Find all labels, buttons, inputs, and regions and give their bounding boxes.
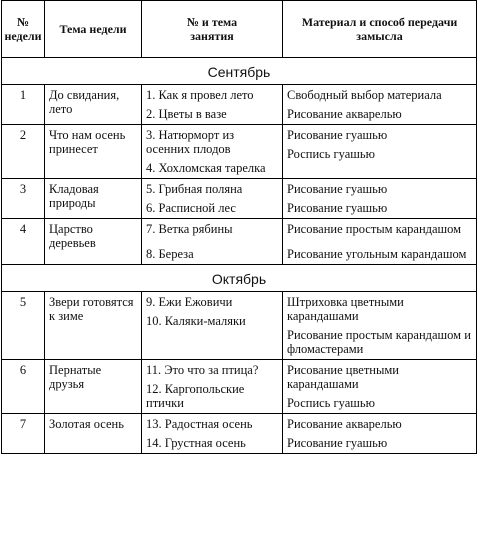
materials-cell	[283, 219, 477, 265]
week-theme: Звери готовятся к зиме	[45, 292, 142, 360]
lesson-item: 10. Каляки-маляки	[146, 314, 246, 328]
week-theme: Что нам осень принесет	[45, 125, 142, 179]
header-week-theme: Тема недели	[45, 1, 142, 58]
week-row	[2, 219, 477, 265]
month-row	[2, 58, 477, 85]
materials-cell	[283, 414, 477, 454]
week-theme: До свидания, лето	[45, 85, 142, 125]
lessons-cell	[142, 360, 283, 414]
material-item: Роспись гуашью	[287, 147, 375, 161]
material-item: Рисование гуашью	[287, 182, 388, 196]
header-lesson: № и тема занятия	[142, 1, 283, 58]
material-item: Рисование простым карандашом	[287, 222, 462, 236]
materials-cell	[283, 360, 477, 414]
week-number: 1	[2, 85, 45, 125]
week-number: 4	[2, 219, 45, 265]
material-item: Рисование гуашью	[287, 201, 388, 215]
material-item: Рисование цветными карандашами	[287, 363, 399, 391]
week-number: 6	[2, 360, 45, 414]
header-material: Материал и способ передачи замысла	[283, 1, 477, 58]
week-number: 3	[2, 179, 45, 219]
lesson-item: 12. Каргопольские птички	[146, 382, 245, 410]
materials-cell	[283, 292, 477, 360]
lesson-item: 4. Хохломская тарелка	[146, 161, 266, 175]
week-row	[2, 292, 477, 360]
materials-cell	[283, 179, 477, 219]
week-row	[2, 414, 477, 454]
week-theme: Пернатые друзья	[45, 360, 142, 414]
week-theme: Кладовая природы	[45, 179, 142, 219]
header-week-num: № недели	[2, 1, 45, 58]
lesson-item: 5. Грибная поляна	[146, 182, 243, 196]
lessons-cell	[142, 85, 283, 125]
lesson-item: 9. Ежи Ежовичи	[146, 295, 233, 309]
lesson-item: 6. Расписной лес	[146, 201, 236, 215]
material-item: Рисование акварелью	[287, 107, 402, 121]
week-row	[2, 85, 477, 125]
header-row	[2, 1, 477, 58]
material-item: Свободный выбор материала	[287, 88, 442, 102]
week-number: 7	[2, 414, 45, 454]
lesson-item: 2. Цветы в вазе	[146, 107, 227, 121]
month-name: Октябрь	[2, 265, 477, 292]
lessons-cell	[142, 414, 283, 454]
material-item: Штриховка цветными карандашами	[287, 295, 404, 323]
lesson-item: 3. Натюрморт из осенних плодов	[146, 128, 235, 156]
week-theme: Золотая осень	[45, 414, 142, 454]
lesson-item: 13. Радостная осень	[146, 417, 253, 431]
month-name: Сентябрь	[2, 58, 477, 85]
material-item: Рисование акварелью	[287, 417, 402, 431]
week-number: 5	[2, 292, 45, 360]
material-item: Рисование простым карандашом и фломастерами	[287, 328, 471, 356]
material-item: Рисование угольным карандашом	[287, 247, 467, 261]
lesson-item: 11. Это что за птица?	[146, 363, 259, 377]
material-item: Рисование гуашью	[287, 128, 388, 142]
lessons-cell	[142, 125, 283, 179]
week-row	[2, 179, 477, 219]
material-item: Рисование гуашью	[287, 436, 388, 450]
week-row	[2, 360, 477, 414]
lesson-item: 8. Береза	[146, 247, 194, 261]
week-row	[2, 125, 477, 179]
lesson-item: 7. Ветка рябины	[146, 222, 233, 236]
lesson-item: 14. Грустная осень	[146, 436, 246, 450]
week-theme: Царство деревьев	[45, 219, 142, 265]
lessons-cell	[142, 219, 283, 265]
week-number: 2	[2, 125, 45, 179]
month-row	[2, 265, 477, 292]
lessons-cell	[142, 292, 283, 360]
material-item: Роспись гуашью	[287, 396, 375, 410]
table-body	[2, 58, 477, 454]
materials-cell	[283, 85, 477, 125]
lesson-item: 1. Как я провел лето	[146, 88, 254, 102]
lesson-plan-table	[1, 0, 477, 454]
materials-cell	[283, 125, 477, 179]
lessons-cell	[142, 179, 283, 219]
